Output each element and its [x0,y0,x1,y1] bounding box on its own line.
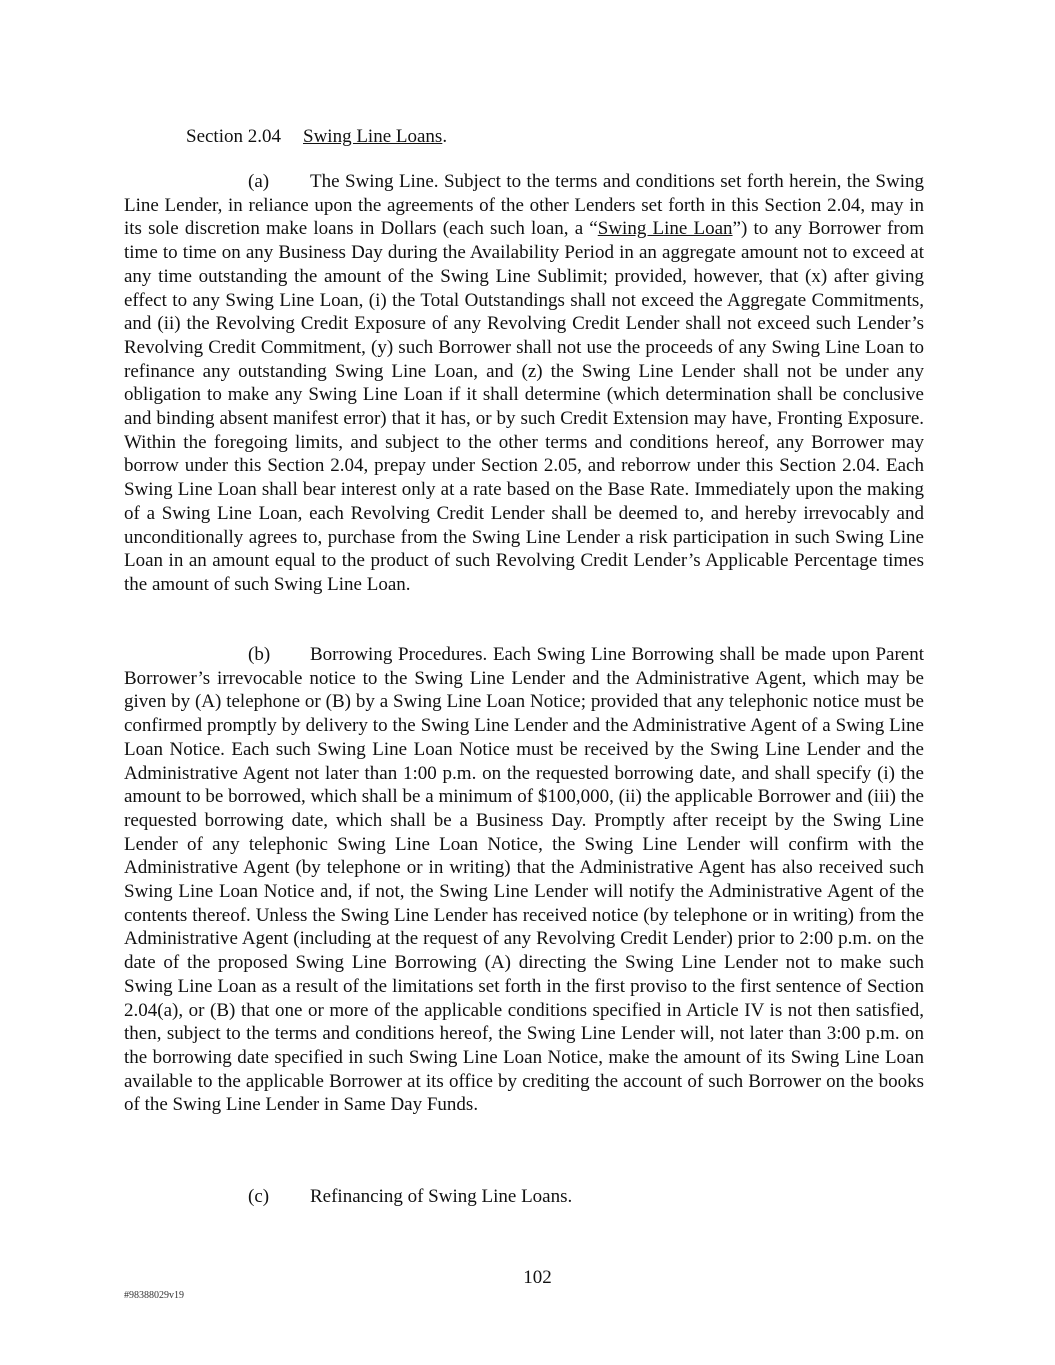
page-number: 102 [523,1267,552,1288]
paragraph-a-label: (a) [248,171,270,192]
paragraph-c [248,1185,572,1209]
paragraph-b-label: (b) [248,644,271,665]
section-title: Swing Line Loans [303,126,443,147]
paragraph-c-text: Refinancing of Swing Line Loans. [310,1186,573,1207]
paragraph-a-text-start: The Swing Line. Subject to the terms and conditions set forth herein, the Swing Line Lender, in reliance upon the agreements of the other Lenders set forth in this Section 2.04, may in its sole discretion make loans in Dollars (each such loan, a “ [124,171,924,240]
paragraph-a [124,170,924,597]
document-id: #98388029v19 [124,1290,184,1301]
defined-term-swing-line-loan: Swing Line Loan [597,218,733,240]
section-number: Section 2.04 [186,126,281,147]
paragraph-a-text-end: ”) to any Borrower from time to time on any Business Day during the Availability Period in an aggregate amount not to exceed at any time outstanding the amount of the Swing Line Sublimit; provided, however, that (x) after giving effect to any Swing Line Loan, (i) the Total Outstandings shall not exceed the Aggregate Commitments, and (ii) the Revolving Credit Exposure of any Revolving Credit Lender shall not exceed such Lender’s Revolving Credit Commitment, (y) such Borrower shall not use the proceeds of any Swing Line Loan to refinance any outstanding Swing Line Loan, and (z) the Swing Line Lender shall not be under any obligation to make any Swing Line Loan if it shall determine (which determination shall be conclusive and binding absent manifest error) that it has, or by such Credit Extension may have, Fronting Exposure. Within the foregoing limits, and subject to the other terms and conditions hereof, any Borrower may borrow under this Section 2.04, prepay under Section 2.05, and reborrow under this Section 2.04. Each Swing Line Loan shall bear interest only at a rate based on the Base Rate. Immediately upon the making of a Swing Line Loan, each Revolving Credit Lender shall be deemed to, and hereby irrevocably and unconditionally agrees to, purchase from the Swing Line Lender a risk participation in such Swing Line Loan in an amount equal to the product of such Revolving Credit Lender’s Applicable Percentage times the amount of such Swing Line Loan. [124,218,924,595]
section-title-suffix: . [442,126,448,147]
paragraph-b-text: Borrowing Procedures. Each Swing Line Borrowing shall be made upon Parent Borrower’s irrevocable notice to the Swing Line Lender and the Administrative Agent, which may be given by (A) telephone or (B) by a Swing Line Loan Notice; provided that any telephonic notice must be confirmed promptly by delivery to the Swing Line Lender and the Administrative Agent of a Swing Line Loan Notice. Each such Swing Line Loan Notice must be received by the Swing Line Lender and the Administrative Agent not later than 1:00 p.m. on the requested borrowing date, and shall specify (i) the amount to be borrowed, which shall be a minimum of $100,000, (ii) the applicable Borrower and (iii) the requested borrowing date, which shall be a Business Day. Promptly after receipt by the Swing Line Lender of any telephonic Swing Line Loan Notice, the Swing Line Lender will confirm with the Administrative Agent (by telephone or in writing) that the Administrative Agent has also received such Swing Line Loan Notice and, if not, the Swing Line Lender will notify the Administrative Agent of the contents thereof. Unless the Swing Line Lender has received notice (by telephone or in writing) from the Administrative Agent (including at the request of any Revolving Credit Lender) prior to 2:00 p.m. on the date of the proposed Swing Line Borrowing (A) directing the Swing Line Lender not to make such Swing Line Loan as a result of the limitations set forth in the first proviso to the first sentence of Section 2.04(a), or (B) that one or more of the applicable conditions specified in Article IV is not then satisfied, then, subject to the terms and conditions hereof, the Swing Line Lender will, not later than 3:00 p.m. on the borrowing date specified in such Swing Line Loan Notice, make the amount of its Swing Line Loan available to the applicable Borrower at its office by crediting the account of such Borrower on the books of the Swing Line Lender in Same Day Funds. [124,644,924,1116]
paragraph-c-label: (c) [248,1186,270,1207]
section-heading [186,125,447,149]
paragraph-b [124,643,924,1117]
